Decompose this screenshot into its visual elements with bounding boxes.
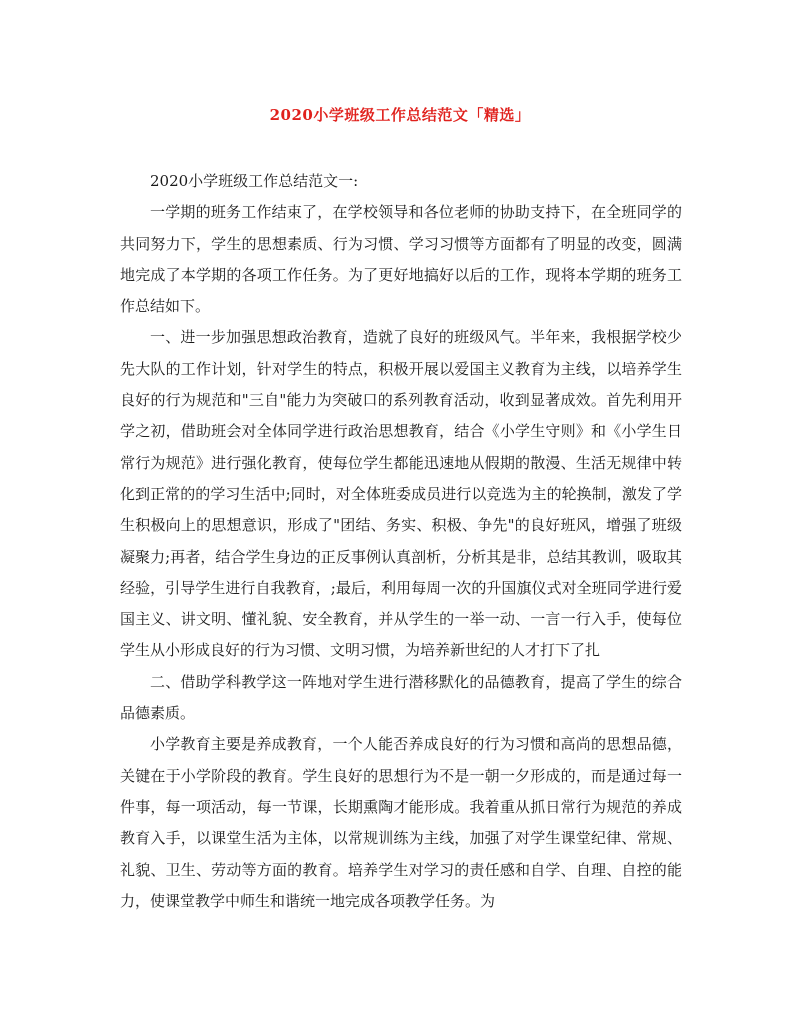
document-title: 2020小学班级工作总结范文「精选」 [269,106,531,124]
paragraph-section-one: 一、进一步加强思想政治教育，造就了良好的班级风气。半年来，我根据学校少先大队的工作计划，针对学生的特点，积极开展以爱国主义教育为主线，以培养学生良好的行为规范和"三自"能力为突破口的系列教育活动，收到显著成效。首先利用开学之初，借助班会对全体同学进行政治思想教育，结合《小学生守则》和《小学生日常行为规范》进行强化教育，使每位学生都能迅速地从假期的散漫、生活无规律中转化到正常的的学习生活中;同时，对全体班委成员进行以竞选为主的轮换制，激发了学生积极向上的思想意识，形成了"团结、务实、积极、争先"的良好班风，增强了班级凝聚力;再者，结合学生身边的正反事例认真剖析，分析其是非，总结其教训，吸取其经验，引导学生进行自我教育，;最后，利用每周一次的升国旗仪式对全班同学进行爱国主义、讲文明、懂礼貌、安全教育，并从学生的一举一动、一言一行入手，使每位学生从小形成良好的行为习惯、文明习惯，为培养新世纪的人才打下了扎 [120,328,682,660]
document-body [120,166,682,917]
paragraph-intro: 一学期的班务工作结束了，在学校领导和各位老师的协助支持下，在全班同学的共同努力下，学生的思想素质、行为习惯、学习习惯等方面都有了明显的改变，圆满地完成了本学期的各项工作任务。为了更好地搞好以后的工作，现将本学期的班务工作总结如下。 [120,203,682,316]
paragraph-body: 小学教育主要是养成教育，一个人能否养成良好的行为习惯和高尚的思想品德，关键在于小学阶段的教育。学生良好的思想行为不是一朝一夕形成的，而是通过每一件事，每一项活动，每一节课，长期熏陶才能形成。我着重从抓日常行为规范的养成教育入手，以课堂生活为主体，以常规训练为主线，加强了对学生课堂纪律、常规、礼貌、卫生、劳动等方面的教育。培养学生对学习的责任感和自学、自理、自控的能力，使课堂教学中师生和谐统一地完成各项教学任务。为 [120,735,682,910]
paragraph-heading: 2020小学班级工作总结范文一: [150,172,359,190]
paragraph-section-two: 二、借助学科教学这一阵地对学生进行潜移默化的品德教育，提高了学生的综合品德素质。 [120,672,682,723]
